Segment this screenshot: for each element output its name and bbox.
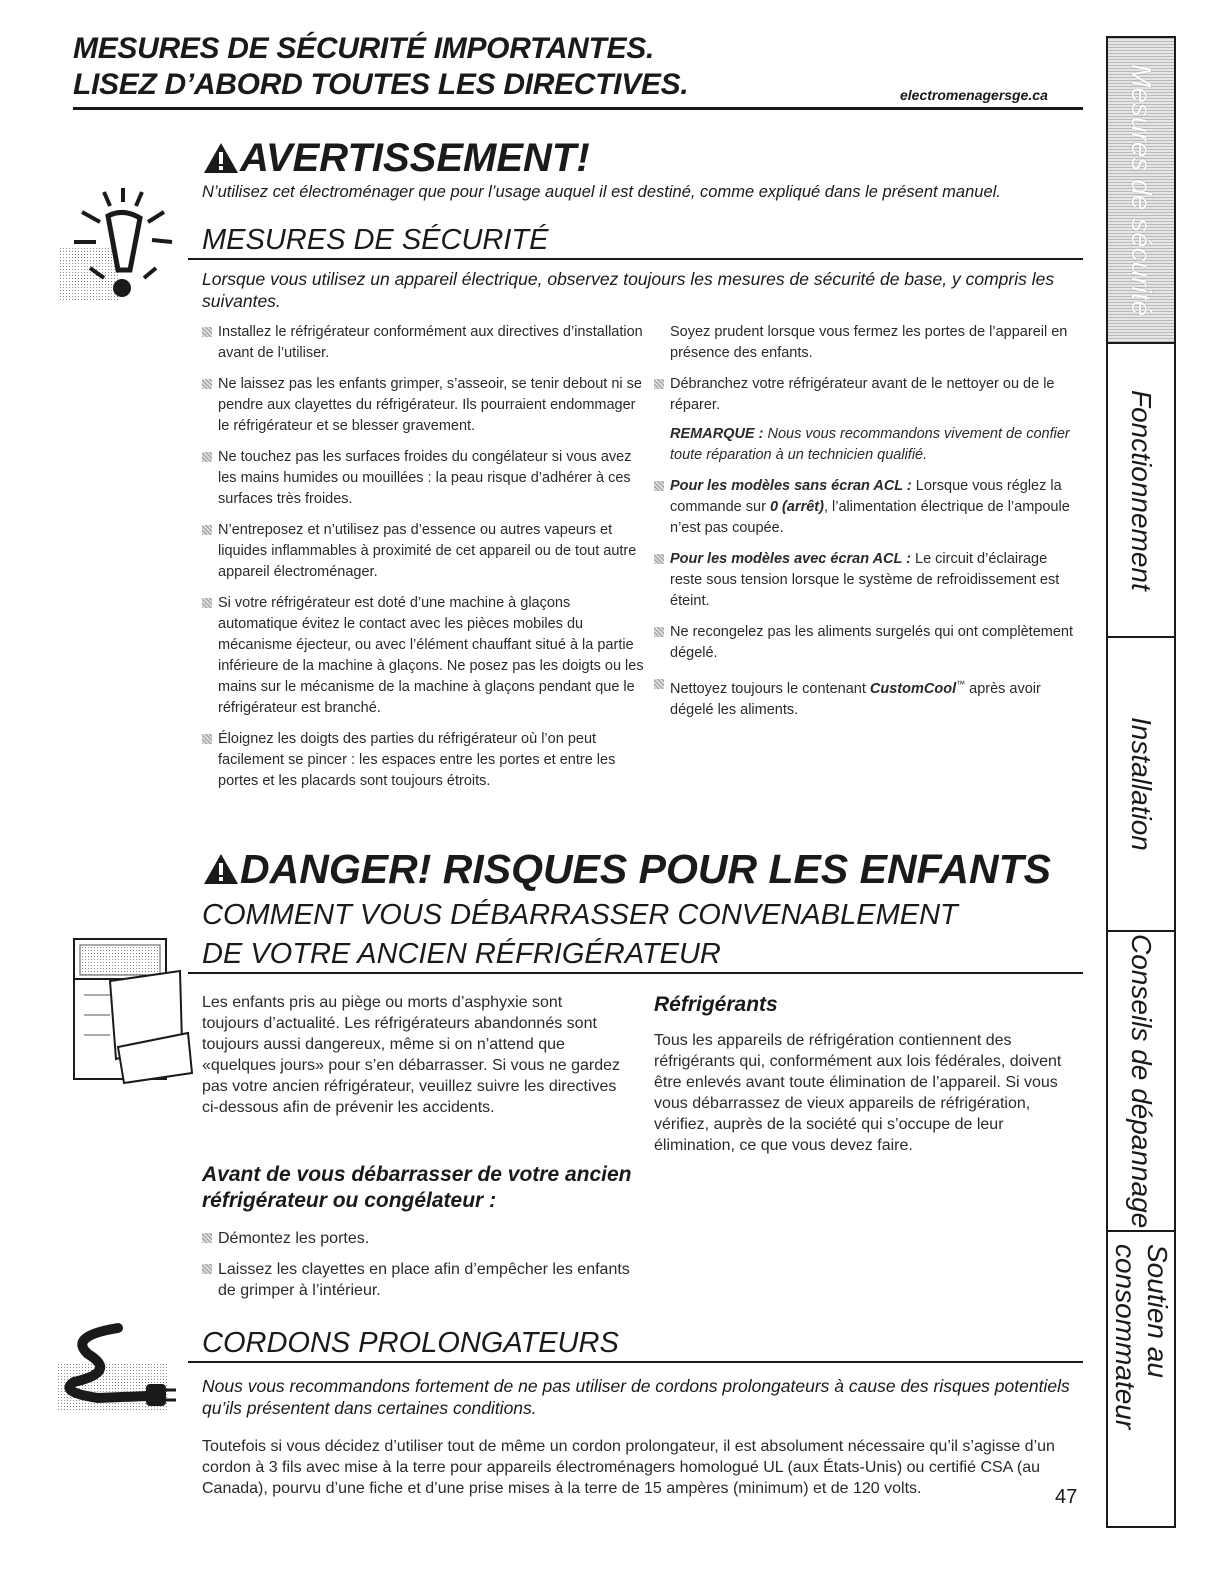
tab-label: Fonctionnement xyxy=(1126,389,1157,591)
list-item xyxy=(652,674,1082,721)
warning-heading xyxy=(202,135,590,181)
header-line-1: MESURES DE SÉCURITÉ IMPORTANTES. xyxy=(73,32,655,65)
clean-post: après avoir dégelé les aliments. xyxy=(670,680,1041,718)
warning-triangle-icon xyxy=(202,852,240,886)
before-disposal-title: Avant de vous débarrasser de votre ancien réfrigérateur ou congélateur : xyxy=(202,1163,632,1212)
no-lcd-post: , l’alimentation électrique de l’ampoule n’est pas coupée. xyxy=(670,499,1070,536)
exclamation-alert-icon xyxy=(60,188,190,308)
list-item: Démontez les portes. xyxy=(200,1228,630,1249)
note xyxy=(670,424,1082,466)
trademark: ™ xyxy=(956,679,966,689)
cords-title: CORDONS PROLONGATEURS xyxy=(202,1327,619,1359)
clean-pre: Nettoyez toujours le contenant xyxy=(670,680,866,697)
warning-triangle-icon xyxy=(202,141,240,175)
tab-label: Installation xyxy=(1126,717,1157,851)
safety-lead: Lorsque vous utilisez un appareil électrique, observez toujours les mesures de sécurité de base, y compris les suivantes. xyxy=(202,269,1055,311)
note-text: Nous vous recommandons vivement de confier toute réparation à un technicien qualifié. xyxy=(670,426,1070,463)
tab-mesures-de-securite[interactable] xyxy=(1108,38,1174,342)
danger-heading xyxy=(202,846,1051,892)
tab-fonctionnement[interactable] xyxy=(1108,344,1174,636)
list-item: Ne laissez pas les enfants grimper, s’asseoir, se tenir debout ni se pendre aux clayettes du réfrigérateur. Ils pourraient endommager le réfrigérateur et se blesser gravement. xyxy=(200,374,645,437)
list-item: Éloignez les doigts des parties du réfrigérateur où l’on peut facilement se pincer : les espaces entre les portes et entre les portes et les placards sont toujours étroits. xyxy=(200,729,645,792)
cords-lead: Nous vous recommandons fortement de ne pas utiliser de cordons prolongateurs à cause des risques potentiels qu’ils présentent dans certaines conditions. xyxy=(202,1376,1070,1418)
list-item: Laissez les clayettes en place afin d’empêcher les enfants de grimper à l’intérieur. xyxy=(200,1259,630,1301)
safety-left-column xyxy=(200,322,645,802)
list-item xyxy=(652,476,1082,539)
unplug-text: Débranchez votre réfrigérateur avant de le nettoyer ou de le réparer. xyxy=(670,376,1055,413)
website-link[interactable]: electromenagersge.ca xyxy=(900,87,1048,103)
list-item xyxy=(652,374,1082,466)
disposal-steps xyxy=(200,1228,630,1311)
tab-soutien-au-consommateur[interactable] xyxy=(1108,1232,1174,1526)
safety-right-column xyxy=(652,322,1082,731)
extension-cord-icon xyxy=(58,1322,188,1412)
no-lcd-pre: Lorsque vous réglez la commande sur xyxy=(670,478,1062,515)
lcd-label: Pour les modèles avec écran ACL : xyxy=(670,551,911,567)
header-line-2: LISEZ D’ABORD TOUTES LES DIRECTIVES. xyxy=(73,68,689,101)
lcd-text: Le circuit d’éclairage reste sous tension lorsque le système de refroidissement est éteint. xyxy=(670,551,1060,609)
refrigerants-text: Tous les appareils de réfrigération contiennent des réfrigérants qui, conformément aux lois fédérales, doivent être enlevés avant toute élimination de l’appareil. Si vous vous débarrassez de vieux appareils de réfrigération, vérifiez, auprès de la société qui s’occupe de leur élimination, ce que vous devez faire. xyxy=(654,1032,1062,1154)
refrigerants-title: Réfrigérants xyxy=(654,993,778,1016)
danger-subtitle-1: COMMENT VOUS DÉBARRASSER CONVENABLEMENT xyxy=(202,899,958,931)
tab-conseils-de-depannage[interactable] xyxy=(1108,932,1174,1230)
list-item xyxy=(652,549,1082,612)
list-item: Ne recongelez pas les aliments surgelés qui ont complètement dégelé. xyxy=(652,622,1082,664)
danger-rule xyxy=(188,972,1083,974)
danger-title: DANGER! RISQUES POUR LES ENFANTS xyxy=(240,846,1051,892)
note-label: REMARQUE : xyxy=(670,426,764,442)
cords-rule xyxy=(188,1361,1083,1363)
tab-installation[interactable] xyxy=(1108,638,1174,930)
safety-title: MESURES DE SÉCURITÉ xyxy=(202,224,549,256)
cords-body: Toutefois si vous décidez d’utiliser tout de même un cordon prolongateur, il est absolument nécessaire qu’il s’agisse d’un cordon à 3 fils avec mise à la terre pour appareils électroménagers homologué UL (aux États-Unis) ou certifié CSA (au Canada), pourvu d’une fiche et d’une prise mises à la terre de 15 ampères (minimum) et de 120 volts. xyxy=(202,1438,1055,1497)
danger-subtitle-2: DE VOTRE ANCIEN RÉFRIGÉRATEUR xyxy=(202,938,721,970)
tab-label: Soutien au consommateur xyxy=(1110,1244,1173,1430)
tab-label: Mesures de sécurité xyxy=(1126,63,1157,317)
list-item: Si votre réfrigérateur est doté d’une machine à glaçons automatique évitez le contact avec les pièces mobiles du mécanisme éjecteur, ou avec l’élément chauffant situé à la partie inférieure de la machine à glaçons. Ne posez pas les doigts ou les mains sur le mécanisme de la machine à glaçons pendant que le réfrigérateur est branché. xyxy=(200,593,645,719)
tab-label: Conseils de dépannage xyxy=(1126,933,1157,1229)
danger-intro: Les enfants pris au piège ou morts d’asphyxie sont toujours d’actualité. Les réfrigérateurs abandonnés sont toujours aussi dangereux, même si on n’attend que «quelques jours» pour s’en débarrasser. Si vous ne gardez pas votre ancien réfrigérateur, veuillez suivre les directives ci-dessous afin de prévenir les accidents. xyxy=(202,994,621,1116)
page-number: 47 xyxy=(1055,1486,1078,1508)
safety-rule xyxy=(188,258,1083,260)
list-item: Ne touchez pas les surfaces froides du congélateur si vous avez les mains humides ou mouillées : la peau risque d’adhérer à ces surfaces très froides. xyxy=(200,447,645,510)
warning-title: AVERTISSEMENT! xyxy=(240,136,590,180)
warning-subtitle: N’utilisez cet électroménager que pour l’usage auquel il est destiné, comme expliqué dans le présent manuel. xyxy=(202,183,1001,201)
refrigerator-illustration-icon xyxy=(70,935,195,1085)
clean-brand: CustomCool xyxy=(869,680,957,697)
no-lcd-off: 0 (arrêt) xyxy=(769,499,824,515)
list-item: N’entreposez et n’utilisez pas d’essence ou autres vapeurs et liquides inflammables à proximité de cet appareil ou de tout autre appareil électroménager. xyxy=(200,520,645,583)
section-tabs xyxy=(1106,36,1176,1528)
doors-caution-text: Soyez prudent lorsque vous fermez les portes de l’appareil en présence des enfants. xyxy=(670,324,1068,361)
list-item: Installez le réfrigérateur conformément aux directives d’installation avant de l’utiliser. xyxy=(200,322,645,364)
no-lcd-label: Pour les modèles sans écran ACL : xyxy=(670,478,912,494)
header-rule xyxy=(73,107,1083,110)
